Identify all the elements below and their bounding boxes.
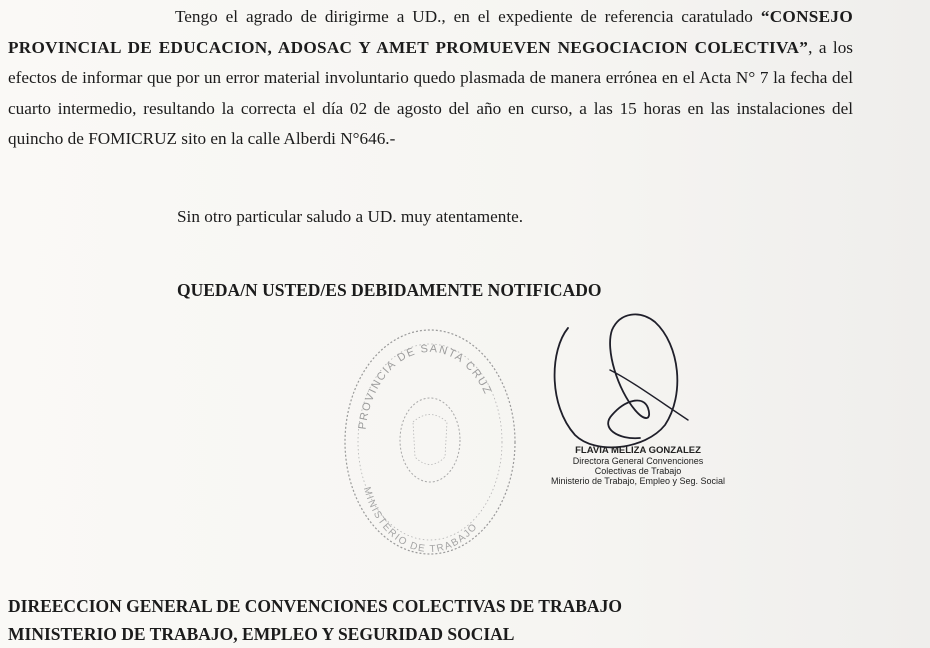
signatory-title-1: Directora General Convenciones: [572, 456, 704, 466]
svg-text:PROVINCIA DE SANTA CRUZ: [357, 343, 494, 430]
signature-block: [543, 446, 733, 486]
closing-line: Sin otro particular saludo a UD. muy atentamente.: [177, 207, 524, 226]
seal-bottom-text: MINISTERIO DE TRABAJO: [360, 485, 481, 556]
notification-heading: QUEDA/N USTED/ES DEBIDAMENTE NOTIFICADO: [177, 280, 602, 300]
handwritten-signature: [540, 310, 740, 460]
signatory-title-2: Colectivas de Trabajo: [594, 466, 682, 476]
body-paragraph: [8, 2, 853, 155]
footer-department: DIREECCION GENERAL DE CONVENCIONES COLECTIVAS DE TRABAJO: [8, 596, 622, 616]
case-title: “CONSEJO PROVINCIAL DE EDUCACION, ADOSAC Y AMET PROMUEVEN NEGOCIACION COLECTIVA”: [8, 7, 853, 57]
signatory-name: FLAVIA MELIZA GONZALEZ: [575, 445, 701, 456]
seal-top-text: PROVINCIA DE SANTA CRUZ: [356, 342, 494, 431]
svg-text:MINISTERIO DE TRABAJO: [361, 486, 480, 555]
signatory-title-3: Ministerio de Trabajo, Empleo y Seg. Social: [550, 476, 726, 486]
body-text-start: Tengo el agrado de dirigirme a UD., en el expediente de referencia caratulado: [175, 7, 753, 26]
footer-ministry: MINISTERIO DE TRABAJO, EMPLEO Y SEGURIDAD SOCIAL: [8, 624, 515, 644]
body-text-end: , a los efectos de informar que por un error material involuntario quedo plasmada de manera errónea en el Acta N° 7 la fecha del cuarto intermedio, resultando la correcta el día 02 de agosto del año en curso, a las 15 horas en las instalaciones del quincho de FOMICRUZ sito en la calle Alberdi N°646.-: [8, 37, 853, 148]
official-seal-stamp: [335, 322, 525, 562]
